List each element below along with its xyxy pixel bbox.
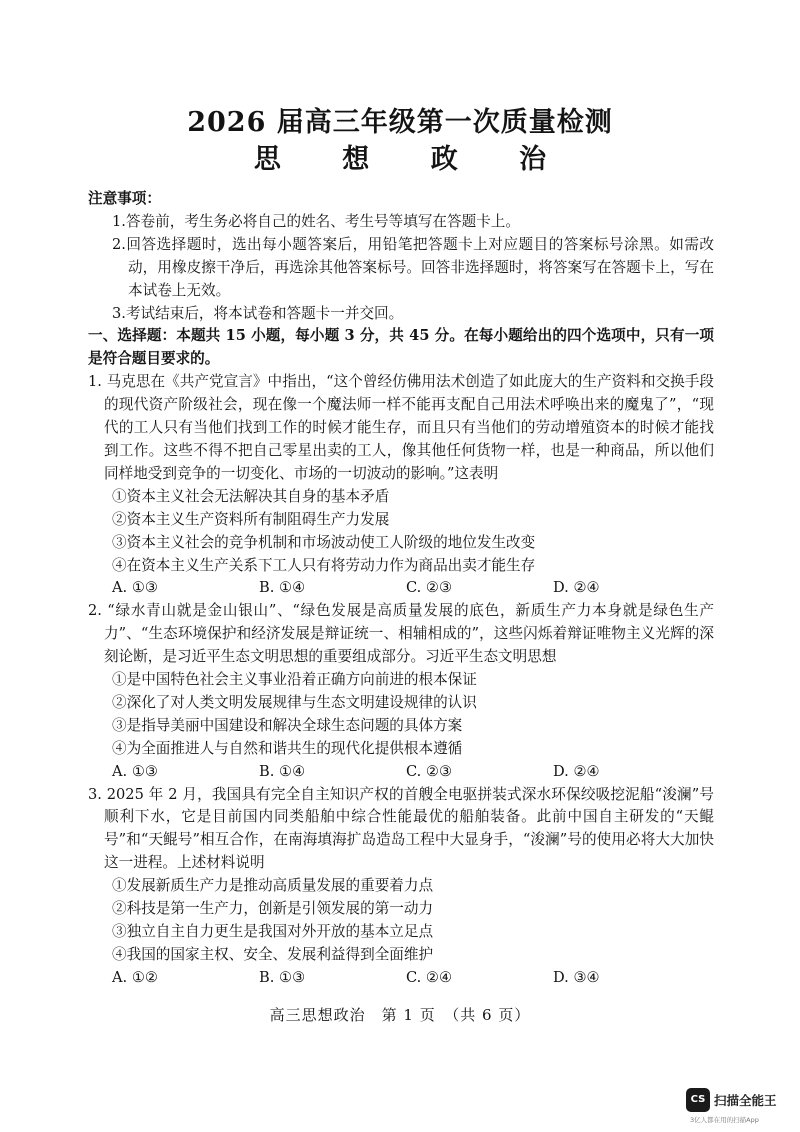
- question-option: ①资本主义社会无法解决其自身的基本矛盾: [112, 487, 390, 505]
- choice-d: D. ③④: [553, 968, 600, 986]
- choice-c: C. ②③: [406, 579, 453, 597]
- notice-item-num: 3.: [112, 304, 126, 322]
- question-stem: 2. “绿水青山就是金山银山”、“绿色发展是高质量发展的底色，新质生产力本身就是绿色生产力”、“生态环境保护和经济发展是辩证统一、相辅相成的”，这些闪烁着辩证唯物主义光辉的深刻论断，是习近平生态文明思想的重要组成部分。习近平生态文明思想: [88, 602, 714, 666]
- notice-item: [88, 303, 714, 326]
- question-option: ③是指导美丽中国建设和解决全球生态问题的具体方案: [112, 716, 463, 734]
- notice-section: [88, 188, 714, 325]
- choice-a: A. ①②: [112, 968, 158, 986]
- choice-d: D. ②④: [553, 579, 600, 597]
- camscanner-logo-icon: CS: [686, 1088, 710, 1112]
- question-option: ④为全面推进人与自然和谐共生的现代化提供根本遵循: [112, 739, 463, 757]
- question-option: ②科技是第一生产力，创新是引领发展的第一动力: [112, 900, 434, 918]
- choice-b: B. ①④: [259, 579, 306, 597]
- notice-item-num: 2.: [112, 235, 126, 253]
- question-3: [88, 784, 714, 990]
- exam-content: [88, 188, 714, 990]
- answer-choices: [88, 761, 714, 784]
- subject-title: 思 想 政 治: [253, 144, 573, 175]
- question-stem: 3. 2025 年 2 月，我国具有完全自主知识产权的首艘全电驱拼装式深水环保绞吸挖泥船“浚澜”号顺利下水，它是目前国内同类船舶中综合性能最优的船舶装备。此前中国自主研发的“天鲲号”和“天鲲号”相互合作，在南海填海扩岛造岛工程中大显身手，“浚澜”号的使用必将大大加快这一进程。上述材料说明: [88, 785, 714, 872]
- question-option: ②资本主义生产资料所有制阻碍生产力发展: [112, 510, 390, 528]
- choice-d: D. ②④: [553, 762, 600, 780]
- notice-item: [88, 211, 714, 234]
- question-option: ①发展新质生产力是推动高质量发展的重要着力点: [112, 877, 434, 895]
- choice-b: B. ①④: [259, 762, 306, 780]
- notice-item-num: 1.: [112, 212, 126, 230]
- question-stem: 1. 马克思在《共产党宣言》中指出，“这个曾经仿佛用法术创造了如此庞大的生产资料和交换手段的现代资产阶级社会，现在像一个魔法师一样不能再支配自己用法术呼唤出来的魔鬼了”，“现代的工人只有当他们找到工作的时候才能生存，而且只有当他们的劳动增殖资本的时候才能找到工作。这些不得不把自己零星出卖的工人，像其他任何货物一样，也是一种商品，所以他们同样地受到竞争的一切变化、市场的一切波动的影响。”这表明: [88, 373, 714, 482]
- scanner-watermark: [686, 1086, 796, 1128]
- notice-item-text: 考试结束后，将本试卷和答题卡一并交回。: [125, 304, 404, 322]
- answer-choices: [88, 967, 714, 990]
- section-heading: 一、选择题：本题共 15 小题，每小题 3 分，共 45 分。在每小题给出的四个选项中，只有一项是符合题目要求的。: [88, 327, 714, 368]
- watermark-tagline: 3亿人都在用的扫描App: [690, 1116, 759, 1124]
- question-option: ④我国的国家主权、安全、发展利益得到全面维护: [112, 945, 434, 963]
- notice-item-text: 答卷前，考生务必将自己的姓名、考生号等填写在答题卡上。: [125, 212, 520, 230]
- page-footer: 高三思想政治 第 1 页 （共 6 页）: [269, 1006, 531, 1024]
- answer-choices: [88, 577, 714, 600]
- notice-item: [88, 234, 714, 303]
- watermark-name: 扫描全能王: [714, 1093, 777, 1108]
- question-1: [88, 371, 714, 600]
- choice-c: C. ②③: [406, 762, 453, 780]
- question-option: ④在资本主义生产关系下工人只有将劳动力作为商品出卖才能生存: [112, 556, 536, 574]
- question-option: ②深化了对人类文明发展规律与生态文明建设规律的认识: [112, 693, 477, 711]
- question-option: ③独立自主自力更生是我国对外开放的基本立足点: [112, 923, 434, 940]
- choice-a: A. ①③: [112, 762, 158, 780]
- choice-a: A. ①③: [112, 579, 158, 597]
- choice-c: C. ②④: [406, 968, 453, 986]
- notice-title: 注意事项：: [88, 190, 161, 207]
- question-2: [88, 600, 714, 783]
- question-option: ①是中国特色社会主义事业沿着正确方向前进的根本保证: [112, 671, 477, 689]
- choice-b: B. ①③: [259, 968, 306, 986]
- exam-title: 2026 届高三年级第一次质量检测: [187, 107, 613, 138]
- question-option: ③资本主义社会的竞争机制和市场波动使工人阶级的地位发生改变: [112, 533, 536, 551]
- notice-item-text: 回答选择题时，选出每小题答案后，用铅笔把答题卡上对应题目的答案标号涂黑。如需改动，用橡皮擦干净后，再选涂其他答案标号。回答非选择题时，将答案写在答题卡上，写在本试卷上无效。: [125, 235, 714, 299]
